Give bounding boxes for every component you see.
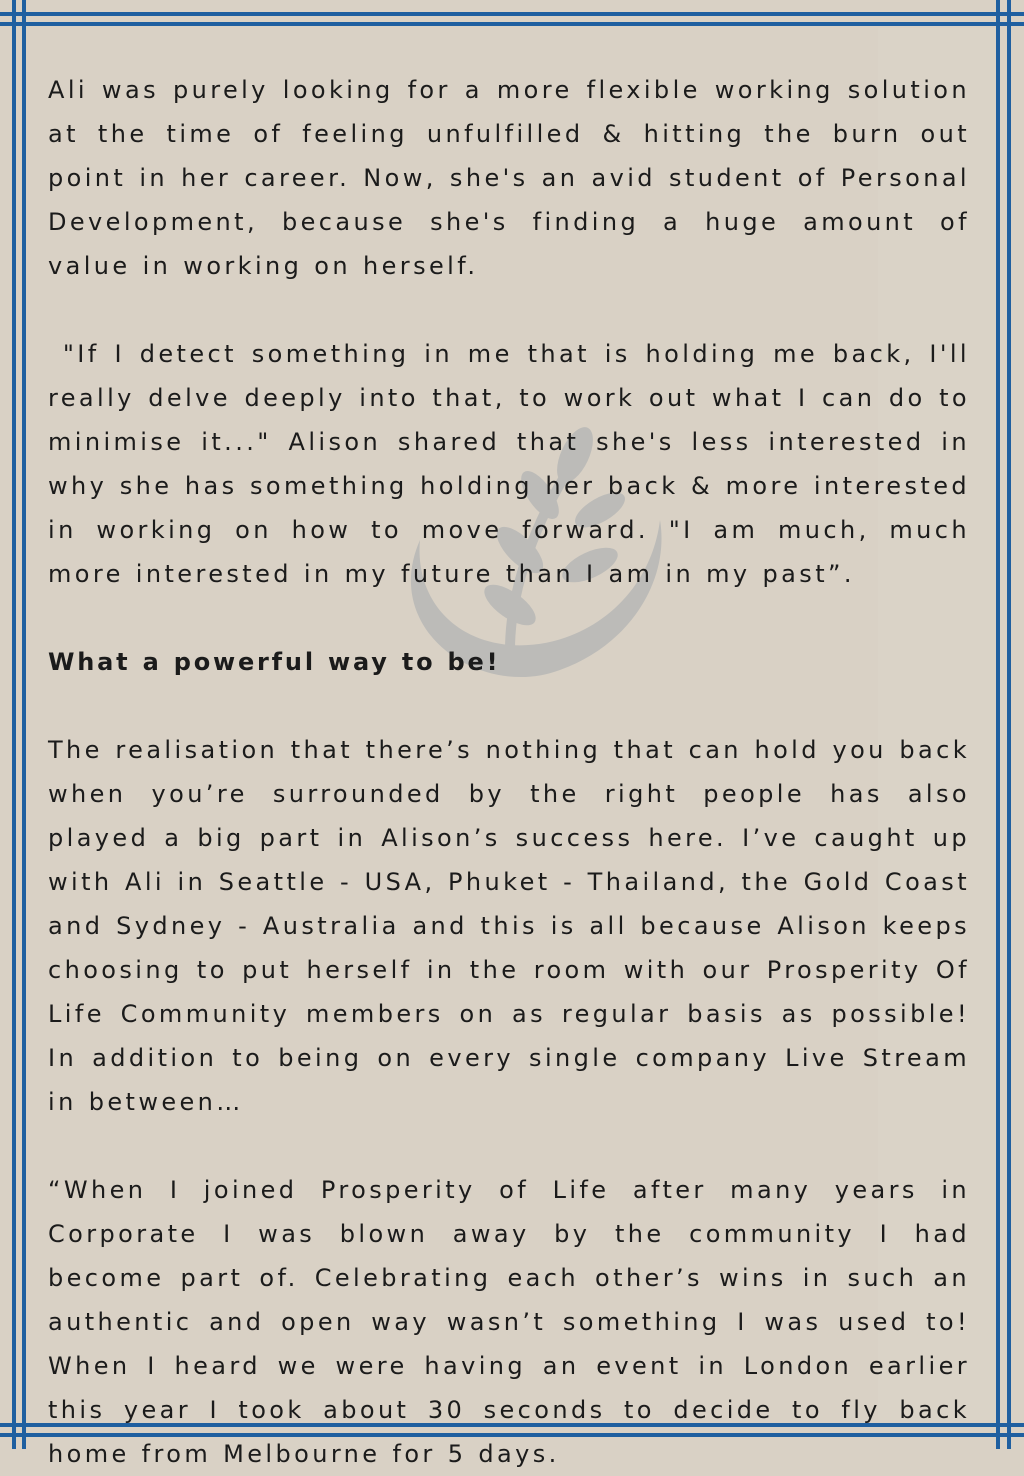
frame-top-line-inner xyxy=(0,22,1024,26)
frame-left-line-outer xyxy=(12,0,16,1449)
frame-left-line-inner xyxy=(22,0,26,1449)
paragraph-intro: Ali was purely looking for a more flexible working solution at the time of feeling unfulfilled & hitting the burn out point in her career. Now, she's an avid student of Personal Development, because she's finding a huge amount of value in working on herself. xyxy=(48,76,970,280)
paragraph-highlight: What a powerful way to be! xyxy=(48,648,501,676)
paragraph-community: The realisation that there’s nothing that can hold you back when you’re surrounded by the right people has also played a big part in Alison’s success here. I’ve caught up with Ali in Seattle - USA, Phuket - Thailand, the Gold Coast and Sydney - Australia and this is all because Alison keeps choosing to put herself in the room with our Prosperity Of Life Community members on as regular basis as possible! In addition to being on every single company Live Stream in between… xyxy=(48,736,970,1116)
paragraph-quote: "If I detect something in me that is holding me back, I'll really delve deeply into that, to work out what I can do to minimise it..." Alison shared that she's less interested in why she has something holding her back & more interested in working on how to move forward. "I am much, much more interested in my future than I am in my past”. xyxy=(48,340,970,588)
article-body xyxy=(48,68,970,1476)
frame-right-line-inner xyxy=(996,0,1000,1449)
frame-right-line-outer xyxy=(1007,0,1011,1449)
frame-top-line-outer xyxy=(0,12,1024,16)
paragraph-testimonial: “When I joined Prosperity of Life after many years in Corporate I was blown away by the community I had become part of. Celebrating each other’s wins in such an authentic and open way wasn’t something I was used to! When I heard we were having an event in London earlier this year I took about 30 seconds to decide to fly back home from Melbourne for 5 days. xyxy=(48,1176,970,1468)
